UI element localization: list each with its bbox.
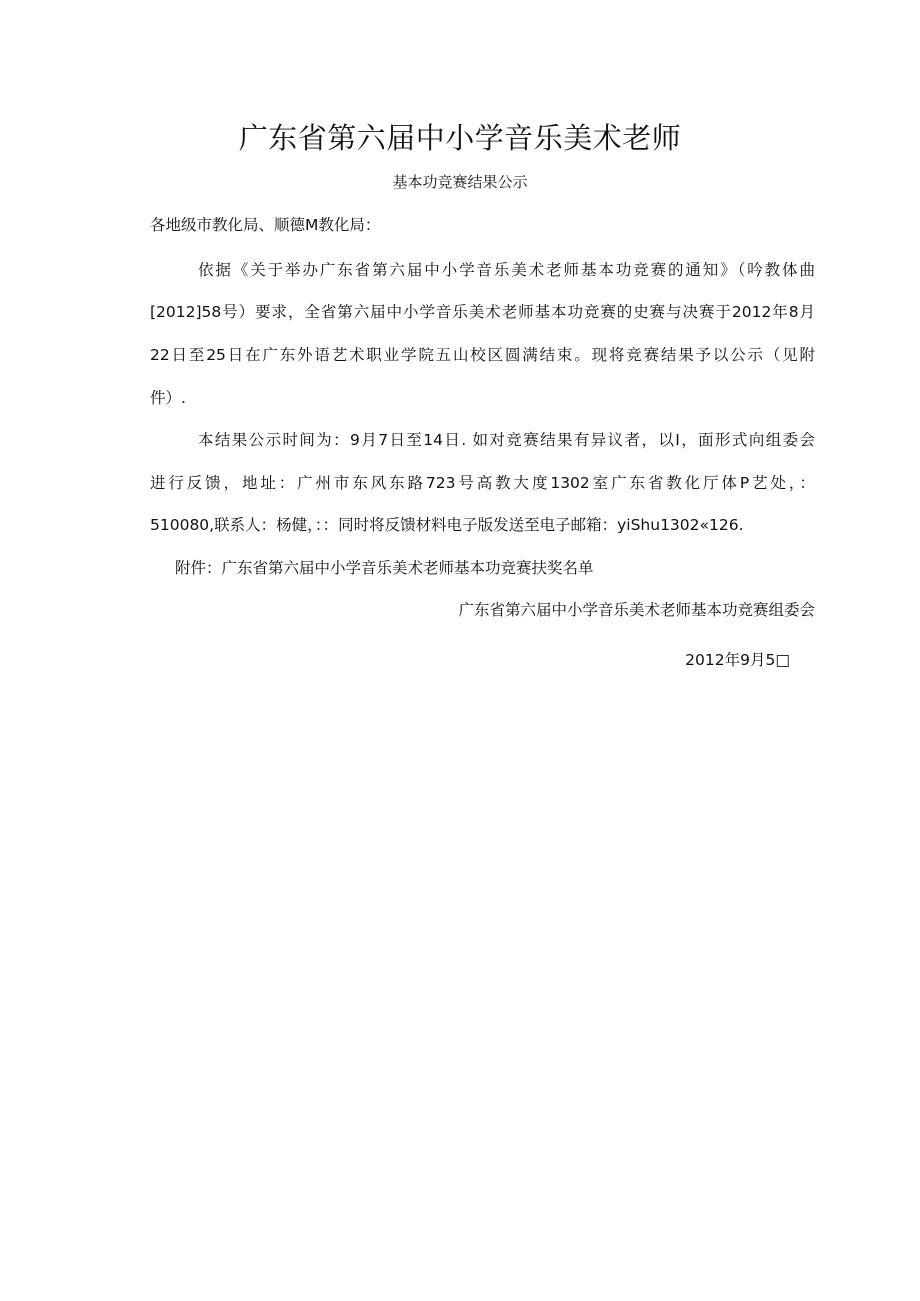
document-title: 广东省第六届中小学音乐美术老师 [238, 121, 682, 155]
paragraph1-line4: 件）. [150, 389, 186, 407]
paragraph2-line1: 本结果公示时间为：9月7日至14日. 如对竞赛结果有异议者，以I，面形式向组委会 [198, 431, 815, 449]
paragraph1-line3: 22日至25日在广东外语艺术职业学院五山校区圆满结束。现将竞赛结果予以公示（见附 [150, 346, 815, 364]
paragraph2-line2: 进行反馈，地址：广州市东风东路723号高教大度1302室广东省教化厅体P艺处，： [150, 474, 815, 492]
paragraph2-line3: 510080,联系人：杨健，：：同时将反馈材料电子版发送至电子邮箱：yiShu1302«126. [150, 516, 744, 534]
document-subtitle: 基本功竞赛结果公示 [392, 173, 528, 191]
attachment-note: 附件：广东省第六届中小学音乐美术老师基本功竞赛扶奖名单 [175, 559, 594, 577]
paragraph1-line2: [2012]58号）要求，全省第六届中小学音乐美术老师基本功竞赛的史赛与决赛于2012年8月 [150, 303, 815, 321]
document-date: 2012年9月5□ [685, 651, 790, 669]
signature: 广东省第六届中小学音乐美术老师基本功竞赛组委会 [458, 601, 815, 619]
salutation: 各地级市教化局、顺德M教化局： [150, 216, 381, 234]
paragraph1-line1: 依据《关于举办广东省第六届中小学音乐美术老师基本功竞赛的通知》（吟教体曲 [198, 261, 815, 279]
